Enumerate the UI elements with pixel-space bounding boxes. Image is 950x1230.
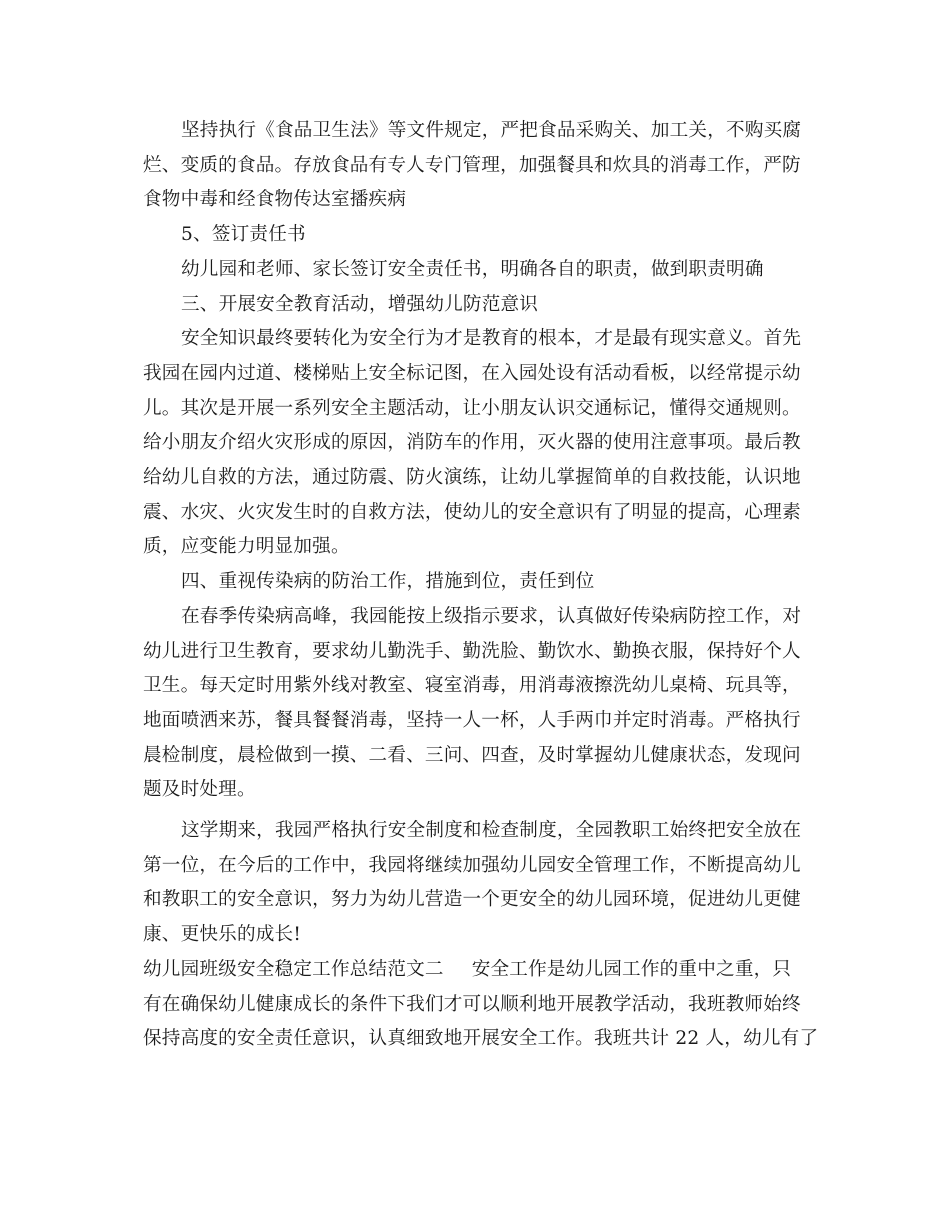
text-line: 这学期来，我园严格执行安全制度和检查制度，全园教职工始终把安全放在 <box>181 820 802 842</box>
section-heading: 5、签订责任书 <box>181 224 306 246</box>
text-line: 保持高度的安全责任意识，认真细致地开展安全工作。我班共计 22 人，幼儿有了 <box>143 1028 819 1050</box>
text-line: 食物中毒和经食物传达室播疾病 <box>143 189 407 211</box>
paragraph-food-safety <box>143 114 803 218</box>
article-intro: 安全工作是幼儿园工作的重中之重，只 <box>471 958 792 980</box>
text-line: 题及时处理。 <box>143 779 256 801</box>
paragraph-disease-prevention <box>143 600 803 808</box>
text-line: 儿。其次是开展一系列安全主题活动，让小朋友认识交通标记，懂得交通规则。 <box>143 397 801 419</box>
text-line: 第一位，在今后的工作中，我园将继续加强幼儿园安全管理工作，不断提高幼儿 <box>143 854 801 876</box>
paragraph-summary <box>143 814 803 953</box>
text-line: 和教职工的安全意识，努力为幼儿营造一个更安全的幼儿园环境，促进幼儿更健 <box>143 889 801 911</box>
text-line: 在春季传染病高峰，我园能按上级指示要求，认真做好传染病防控工作，对 <box>181 605 802 627</box>
text-line: 有在确保幼儿健康成长的条件下我们才可以顺利地开展教学活动，我班教师始终 <box>143 993 801 1015</box>
paragraph-article-two <box>143 953 819 1057</box>
text-line: 地面喷洒来苏，餐具餐餐消毒，坚持一人一杯，人手两巾并定时消毒。严格执行 <box>143 709 801 731</box>
document-page <box>143 114 819 1057</box>
paragraph-safety-education <box>143 322 803 565</box>
text-line: 给幼儿自救的方法，通过防震、防火演练，让幼儿掌握简单的自救技能，认识地 <box>143 467 801 489</box>
section-heading: 三、开展安全教育活动，增强幼儿防范意识 <box>181 293 539 315</box>
text-line: 坚持执行《食品卫生法》等文件规定，严把食品采购关、加工关，不购买腐 <box>181 120 802 141</box>
text-line: 震、水灾、火灾发生时的自救方法，使幼儿的安全意识有了明显的提高，心理素 <box>143 501 801 523</box>
text-line <box>143 953 803 988</box>
text-line: 我园在园内过道、楼梯贴上安全标记图，在入园处设有活动看板，以经常提示幼 <box>143 362 801 384</box>
article-title: 幼儿园班级安全稳定工作总结范文二 <box>143 958 444 980</box>
text-line: 晨检制度，晨检做到一摸、二看、三问、四查，及时掌握幼儿健康状态，发现问 <box>143 744 801 766</box>
paragraph-responsibility: 幼儿园和老师、家长签订安全责任书，明确各自的职责，做到职责明确 <box>181 258 764 280</box>
text-line: 康、更快乐的成长! <box>143 924 302 946</box>
text-line: 质，应变能力明显加强。 <box>143 536 350 558</box>
text-line: 安全知识最终要转化为安全行为才是教育的根本，才是最有现实意义。首先 <box>181 328 802 350</box>
text-line: 幼儿进行卫生教育，要求幼儿勤洗手、勤洗脸、勤饮水、勤换衣服，保持好个人 <box>143 640 801 662</box>
text-line: 烂、变质的食品。存放食品有专人专门管理，加强餐具和炊具的消毒工作，严防 <box>143 154 801 176</box>
text-line: 卫生。每天定时用紫外线对教室、寝室消毒，用消毒液擦洗幼儿桌椅、玩具等， <box>143 675 801 697</box>
section-heading: 四、重视传染病的防治工作，措施到位，责任到位 <box>181 571 595 593</box>
text-line: 给小朋友介绍火灾形成的原因，消防车的作用，灭火器的使用注意事项。最后教 <box>143 432 801 454</box>
